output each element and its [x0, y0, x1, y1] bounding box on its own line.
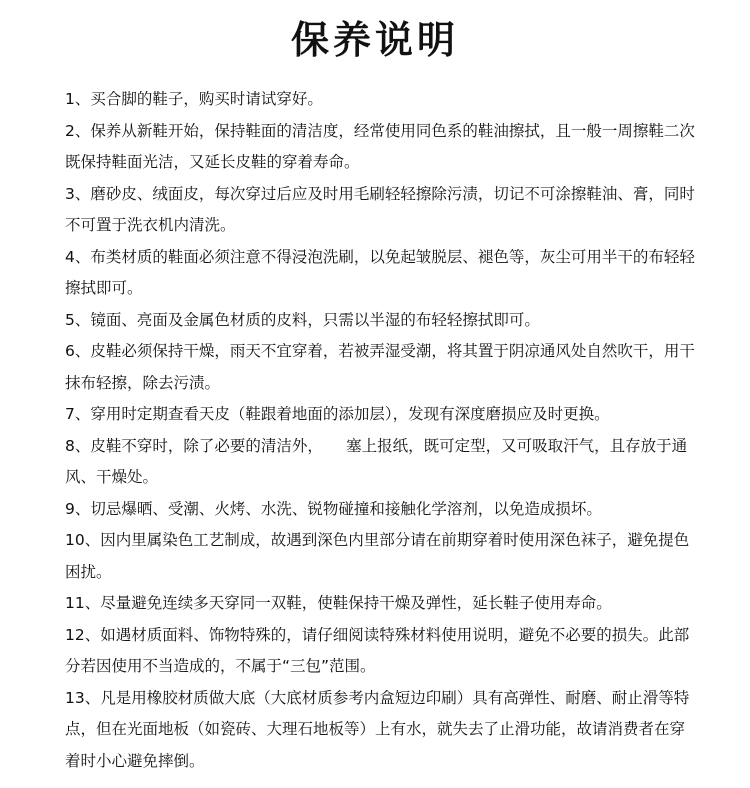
list-item: 2、保养从新鞋开始，保持鞋面的清洁度，经常使用同色系的鞋油擦拭，且一般一周擦鞋二次既保持鞋面光洁，又延长皮鞋的穿着寿命。 — [65, 121, 695, 171]
list-item: 1、买合脚的鞋子，购买时请试穿好。 — [65, 90, 323, 108]
list-item: 5、镜面、亮面及金属色材质的皮料，只需以半湿的布轻轻擦拭即可。 — [65, 310, 540, 329]
list-item: 9、切忌爆晒、受潮、火烤、水洗、锐物碰撞和接触化学溶剂，以免造成损坏。 — [65, 499, 602, 518]
list-item: 6、皮鞋必须保持干燥，雨天不宜穿着，若被弄湿受潮，将其置于阴凉通风处自然吹干，用干抹布轻擦，除去污渍。 — [65, 342, 695, 392]
care-instructions-list — [65, 84, 695, 777]
list-item: 12、如遇材质面料、饰物特殊的，请仔细阅读特殊材料使用说明，避免不必要的损失。此部分若因使用不当造成的，不属于“三包”范围。 — [65, 625, 690, 675]
list-item: 13、凡是用橡胶材质做大底（大底材质参考内盒短边印刷）具有高弹性、耐磨、耐止滑等特点，但在光面地板（如瓷砖、大理石地板等）上有水，就失去了止滑功能，故请消费者在穿着时小心避免摔倒。 — [65, 688, 690, 770]
list-item: 7、穿用时定期查看天皮（鞋跟着地面的添加层），发现有深度磨损应及时更换。 — [65, 405, 610, 423]
list-item: 8、皮鞋不穿时，除了必要的清洁外， 塞上报纸，既可定型，又可吸取汗气，且存放于通风、干燥处。 — [65, 436, 688, 486]
list-item: 10、因内里属染色工艺制成，故遇到深色内里部分请在前期穿着时使用深色袜子，避免提色困扰。 — [65, 531, 690, 581]
list-item: 3、磨砂皮、绒面皮，每次穿过后应及时用毛刷轻轻擦除污渍，切记不可涂擦鞋油、膏，同时不可置于洗衣机内清洗。 — [65, 184, 695, 234]
list-item: 11、尽量避免连续多天穿同一双鞋，使鞋保持干燥及弹性，延长鞋子使用寿命。 — [65, 594, 612, 612]
list-item: 4、布类材质的鞋面必须注意不得浸泡洗刷，以免起皱脱层、褪色等，灰尘可用半干的布轻轻擦拭即可。 — [65, 247, 695, 297]
page-title: 保养说明 — [290, 18, 459, 62]
